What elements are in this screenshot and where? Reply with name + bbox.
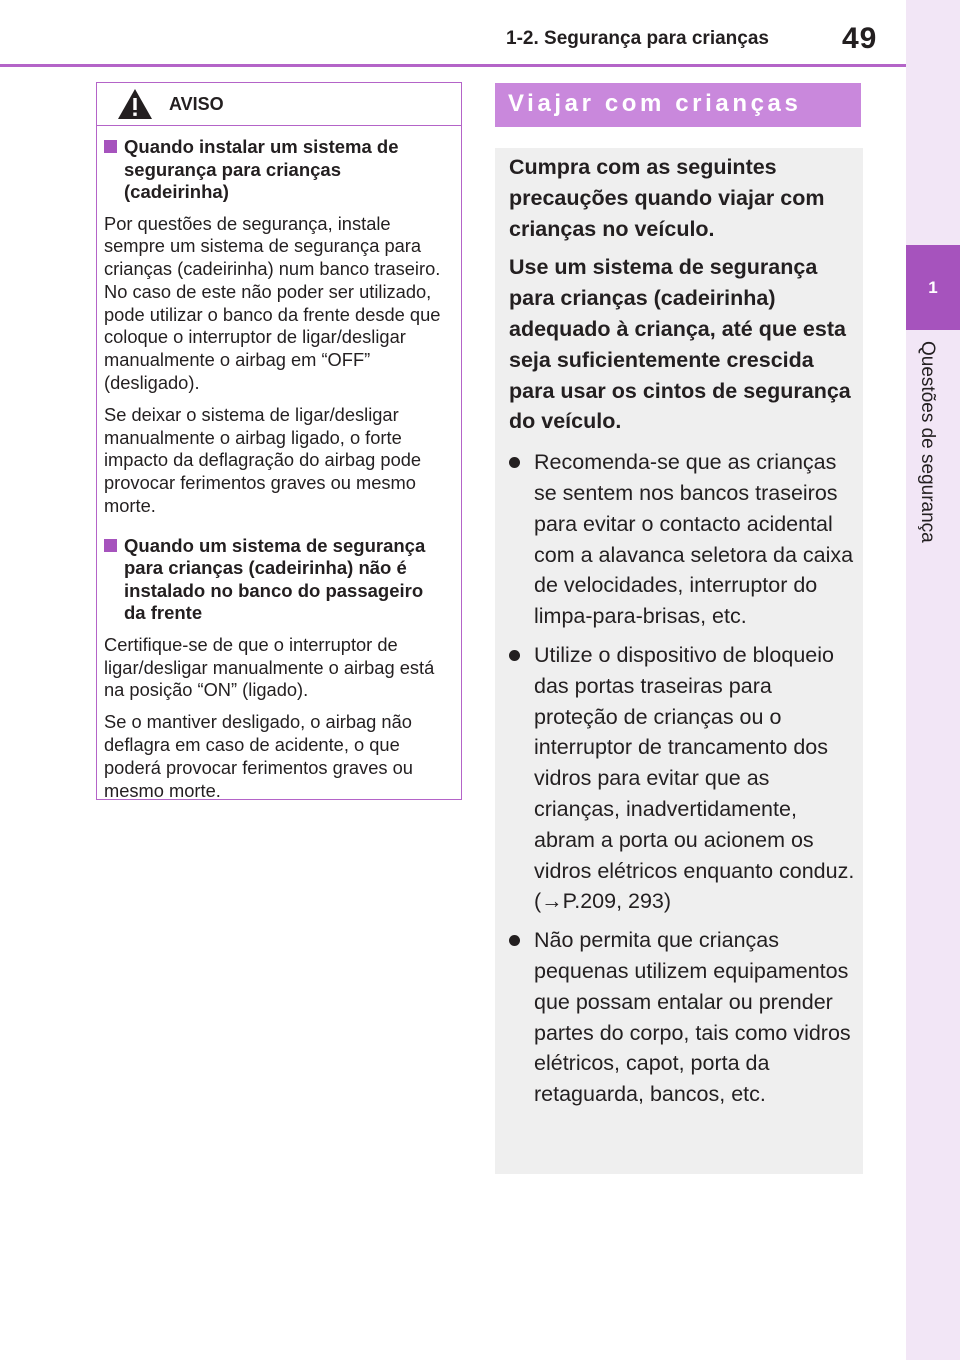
- warning-heading: [104, 136, 449, 204]
- warning-heading: [104, 535, 449, 625]
- warning-paragraph: Por questões de segurança, instale sempre um sistema de segurança para crianças (cadeirinha) num banco traseiro. No caso de este não poder ser utilizado, pode utilizar o banco da frente desde que coloque o interruptor de ligar/desligar manualmente o airbag em “OFF” (desligado).: [104, 212, 441, 394]
- warning-heading-text: Quando instalar um sistema de segurança para crianças (cadeirinha): [124, 136, 399, 202]
- trip-title: Viajar com crianças: [508, 90, 802, 117]
- trip-title-bar: [495, 83, 861, 127]
- warning-paragraph: Se deixar o sistema de ligar/desligar manualmente o airbag ligado, o forte impacto da deflagração do airbag pode provocar ferimentos graves ou mesmo morte.: [104, 403, 422, 517]
- warning-paragraph: Se o mantiver desligado, o airbag não deflagra em caso de acidente, o que poderá provocar ferimentos graves ou mesmo morte.: [104, 711, 413, 801]
- round-bullet-icon: [509, 650, 520, 661]
- trip-bullet-text: Não permita que crianças pequenas utilizem equipamentos que possam entalar ou prender partes do corpo, tais como vidros elétricos, capot, porta da retaguarda, bancos, etc.: [534, 928, 851, 1107]
- square-bullet-icon: [104, 539, 117, 552]
- trip-body: [509, 152, 855, 1110]
- trip-bullet: [509, 640, 855, 917]
- warning-box: [96, 82, 462, 800]
- warning-triangle-icon: [117, 88, 153, 120]
- round-bullet-icon: [509, 457, 520, 468]
- square-bullet-icon: [104, 140, 117, 153]
- chapter-tab[interactable]: 1: [906, 245, 960, 330]
- trip-bullet-text: Recomenda-se que as crianças se sentem nos bancos traseiros para evitar o contacto acidental com a alavanca seletora da caixa de velocidades, interruptor do limpa-para-brisas, etc.: [534, 450, 854, 629]
- trip-bullet-text: Utilize o dispositivo de bloqueio das portas traseiras para proteção de crianças ou o interruptor de trancamento dos vidros para evitar que as crianças, inadvertidamente, abram a porta ou acionem os vidros elétricos enquanto conduz. (→P.209, 293): [534, 642, 855, 914]
- warning-body: [97, 126, 461, 802]
- page-number: 49: [842, 22, 878, 55]
- trip-intro: Cumpra com as seguintes precauções quando viajar com crianças no veículo.: [509, 155, 825, 241]
- trip-bullet: [509, 447, 855, 632]
- section-title: 1-2. Segurança para crianças: [506, 28, 769, 49]
- chapter-title: Questões de segurança: [917, 341, 938, 543]
- warning-title: AVISO: [169, 94, 224, 114]
- side-strip: [906, 0, 960, 1360]
- warning-header: [97, 83, 461, 126]
- warning-heading-text: Quando um sistema de segurança para crianças (cadeirinha) não é instalado no banco do passageiro da frente: [124, 534, 426, 624]
- trip-intro: Use um sistema de segurança para crianças (cadeirinha) adequado à criança, até que esta seja suficientemente crescida para usar os cintos de segurança do veículo.: [509, 255, 851, 434]
- trip-box: [495, 148, 863, 1174]
- round-bullet-icon: [509, 935, 520, 946]
- warning-paragraph: Certifique-se de que o interruptor de ligar/desligar manualmente o airbag está na posição “ON” (ligado).: [104, 633, 435, 701]
- trip-bullet: [509, 925, 855, 1110]
- header-rule: [0, 64, 906, 67]
